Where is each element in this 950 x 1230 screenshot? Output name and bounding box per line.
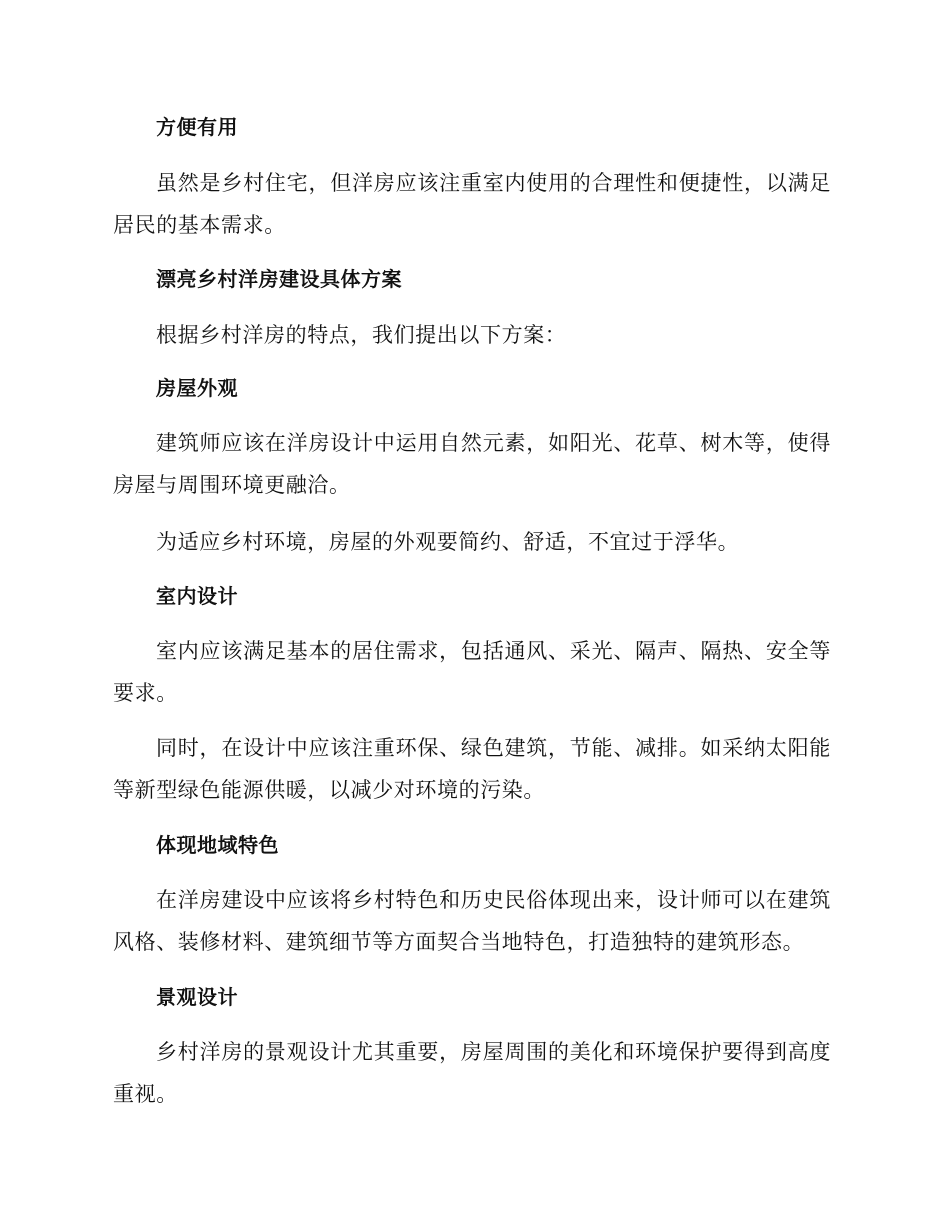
paragraph-convenience: 虽然是乡村住宅，但洋房应该注重室内使用的合理性和便捷性，以满足居民的基本需求。 <box>113 171 831 237</box>
paragraph-interior-2: 同时，在设计中应该注重环保、绿色建筑，节能、减排。如采纳太阳能等新型绿色能源供暖，以减少对环境的污染。 <box>113 736 831 802</box>
section-heading-interior: 室内设计 <box>156 584 238 608</box>
section-heading-convenience: 方便有用 <box>156 115 238 139</box>
paragraph-plan-intro: 根据乡村洋房的特点，我们提出以下方案： <box>156 323 567 347</box>
section-heading-exterior: 房屋外观 <box>156 376 238 400</box>
section-heading-landscape: 景观设计 <box>156 985 238 1009</box>
section-heading-regional: 体现地域特色 <box>156 833 279 857</box>
paragraph-exterior-1: 建筑师应该在洋房设计中运用自然元素，如阳光、花草、树木等，使得房屋与周围环境更融洽。 <box>113 431 831 497</box>
paragraph-interior-1: 室内应该满足基本的居住需求，包括通风、采光、隔声、隔热、安全等要求。 <box>113 639 831 705</box>
paragraph-regional: 在洋房建设中应该将乡村特色和历史民俗体现出来，设计师可以在建筑风格、装修材料、建筑细节等方面契合当地特色，打造独特的建筑形态。 <box>113 888 831 954</box>
section-heading-plan: 漂亮乡村洋房建设具体方案 <box>156 267 402 291</box>
paragraph-exterior-2: 为适应乡村环境，房屋的外观要简约、舒适，不宜过于浮华。 <box>156 530 740 554</box>
paragraph-landscape: 乡村洋房的景观设计尤其重要，房屋周围的美化和环境保护要得到高度重视。 <box>113 1040 831 1106</box>
